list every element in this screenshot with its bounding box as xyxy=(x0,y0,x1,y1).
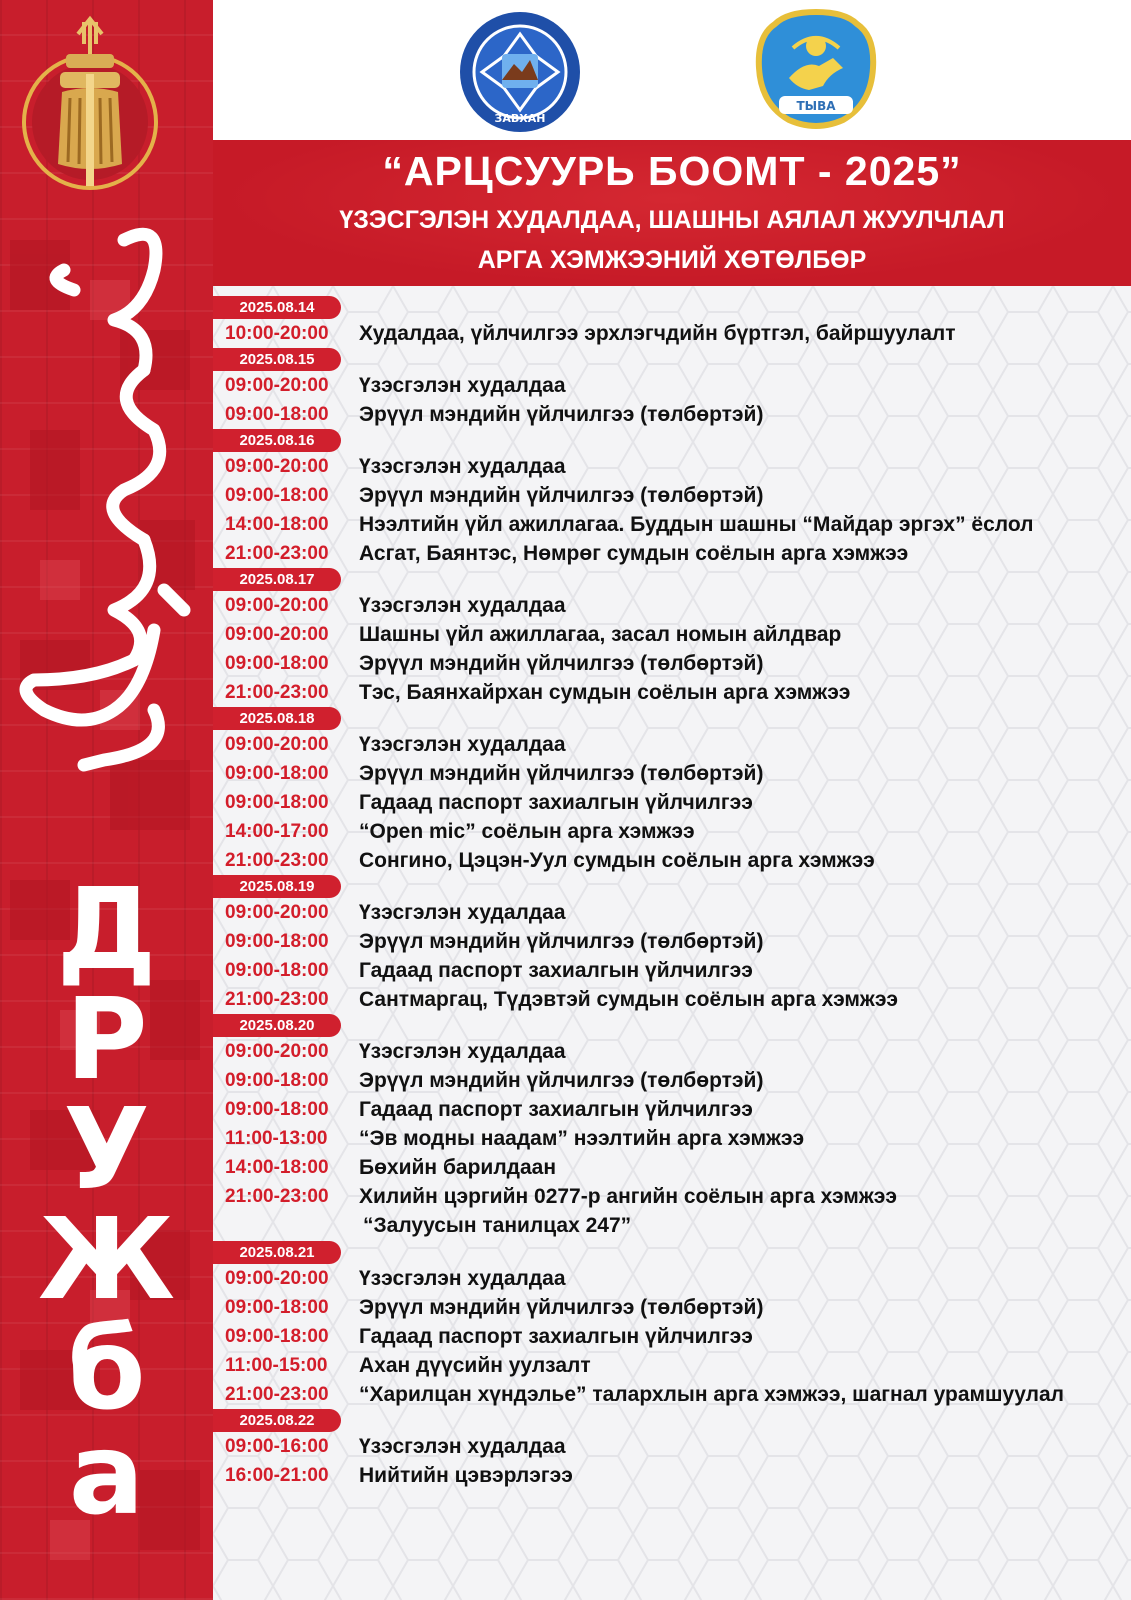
day-header xyxy=(213,707,1131,730)
event-row xyxy=(213,759,1131,788)
event-time: 09:00-20:00 xyxy=(225,1041,329,1062)
event-time: 09:00-18:00 xyxy=(225,931,329,952)
event-time: 09:00-18:00 xyxy=(225,1326,329,1347)
event-time: 09:00-20:00 xyxy=(225,624,329,645)
letter-u: У xyxy=(63,1085,150,1215)
event-description: Үзэсгэлэн худалдаа xyxy=(359,901,566,924)
event-row xyxy=(213,846,1131,875)
title-banner xyxy=(213,140,1131,286)
event-description: Эрүүл мэндийн үйлчилгээ (төлбөртэй) xyxy=(359,1296,764,1319)
event-row xyxy=(213,620,1131,649)
event-row xyxy=(213,1293,1131,1322)
event-time: 11:00-13:00 xyxy=(225,1128,328,1149)
main-content xyxy=(213,0,1131,1600)
date-badge: 2025.08.20 xyxy=(213,1014,341,1037)
day-block xyxy=(213,1014,1131,1241)
event-row xyxy=(213,817,1131,846)
schedule xyxy=(213,296,1131,1490)
event-row xyxy=(213,956,1131,985)
date-badge: 2025.08.14 xyxy=(213,296,341,319)
event-time: 16:00-21:00 xyxy=(225,1465,329,1486)
date-badge: 2025.08.16 xyxy=(213,429,341,452)
event-description: Худалдаа, үйлчилгээ эрхлэгчдийн бүртгэл, байршуулалт xyxy=(359,322,956,345)
event-description: “Харилцан хүндэлье” талархлын арга хэмжээ, шагнал урамшуулал xyxy=(359,1383,1064,1406)
event-description: “Эв модны наадам” нээлтийн арга хэмжээ xyxy=(359,1127,805,1150)
letter-d: Д xyxy=(56,865,157,995)
event-description: Эрүүл мэндийн үйлчилгээ (төлбөртэй) xyxy=(359,403,764,426)
date-badge: 2025.08.15 xyxy=(213,348,341,371)
event-row xyxy=(213,730,1131,759)
day-header xyxy=(213,568,1131,591)
letter-b: б xyxy=(67,1305,146,1435)
event-description: Гадаад паспорт захиалгын үйлчилгээ xyxy=(359,791,753,814)
event-description: Тэс, Баянхайрхан сумдын соёлын арга хэмжээ xyxy=(359,681,851,704)
event-row xyxy=(213,400,1131,429)
letter-zh: Ж xyxy=(37,1195,176,1325)
event-description: Гадаад паспорт захиалгын үйлчилгээ xyxy=(359,959,753,982)
event-row xyxy=(213,985,1131,1014)
event-time: 09:00-20:00 xyxy=(225,1268,329,1289)
event-time: 09:00-20:00 xyxy=(225,902,329,923)
event-time: 21:00-23:00 xyxy=(225,682,329,703)
event-description: Эрүүл мэндийн үйлчилгээ (төлбөртэй) xyxy=(359,930,764,953)
event-time: 10:00-20:00 xyxy=(225,323,329,344)
date-badge: 2025.08.19 xyxy=(213,875,341,898)
event-description: Үзэсгэлэн худалдаа xyxy=(359,455,566,478)
event-description: Сонгино, Цэцэн-Уул сумдын соёлын арга хэмжээ xyxy=(359,849,875,872)
event-description: Гадаад паспорт захиалгын үйлчилгээ xyxy=(359,1098,753,1121)
letter-a: а xyxy=(68,1410,145,1540)
event-time: 09:00-18:00 xyxy=(225,485,329,506)
event-row xyxy=(213,1380,1131,1409)
letter-r: Р xyxy=(65,975,148,1105)
day-block xyxy=(213,1409,1131,1490)
subtitle-line-2: АРГА ХЭМЖЭЭНИЙ ХӨТӨЛБӨР xyxy=(477,246,867,274)
day-header xyxy=(213,296,1131,319)
event-description: Сантмаргац, Түдэвтэй сумдын соёлын арга хэмжээ xyxy=(359,988,899,1011)
event-time: 09:00-20:00 xyxy=(225,375,329,396)
event-row xyxy=(213,927,1131,956)
logo-bar xyxy=(213,0,1131,140)
event-row xyxy=(213,539,1131,568)
day-header xyxy=(213,429,1131,452)
event-description: Үзэсгэлэн худалдаа xyxy=(359,733,566,756)
event-time: 09:00-16:00 xyxy=(225,1436,329,1457)
event-description: Нийтийн цэвэрлэгээ xyxy=(359,1464,573,1487)
event-description: Эрүүл мэндийн үйлчилгээ (төлбөртэй) xyxy=(359,1069,764,1092)
event-row xyxy=(213,649,1131,678)
event-row xyxy=(213,1264,1131,1293)
zavkhan-logo xyxy=(458,10,582,134)
day-header xyxy=(213,875,1131,898)
event-row xyxy=(213,1066,1131,1095)
event-description: Үзэсгэлэн худалдаа xyxy=(359,374,566,397)
event-description: Үзэсгэлэн худалдаа xyxy=(359,1435,566,1458)
day-block xyxy=(213,568,1131,707)
day-header xyxy=(213,1014,1131,1037)
event-time: 21:00-23:00 xyxy=(225,1384,329,1405)
event-row xyxy=(213,1095,1131,1124)
event-time: 09:00-18:00 xyxy=(225,1070,329,1091)
event-description: Үзэсгэлэн худалдаа xyxy=(359,1267,566,1290)
page-title: “АРЦСУУРЬ БООМТ - 2025” xyxy=(382,148,962,194)
event-time: 21:00-23:00 xyxy=(225,989,329,1010)
event-description: Ахан дүүсийн уулзалт xyxy=(359,1354,591,1377)
event-row xyxy=(213,1432,1131,1461)
event-row xyxy=(213,319,1131,348)
day-block xyxy=(213,296,1131,348)
event-time: 09:00-20:00 xyxy=(225,734,329,755)
event-row xyxy=(213,591,1131,620)
event-time: 09:00-20:00 xyxy=(225,456,329,477)
day-block xyxy=(213,429,1131,568)
mongolian-script-calligraphy xyxy=(4,210,204,780)
event-time: 09:00-18:00 xyxy=(225,653,329,674)
day-block xyxy=(213,1241,1131,1409)
event-time: 14:00-18:00 xyxy=(225,1157,329,1178)
event-time: 21:00-23:00 xyxy=(225,1186,329,1207)
day-header xyxy=(213,1409,1131,1432)
event-description: Асгат, Баянтэс, Нөмрөг сумдын соёлын арга хэмжээ xyxy=(359,542,909,565)
event-row xyxy=(213,678,1131,707)
date-badge: 2025.08.18 xyxy=(213,707,341,730)
event-time: 21:00-23:00 xyxy=(225,850,329,871)
event-row xyxy=(213,371,1131,400)
event-description: Үзэсгэлэн худалдаа xyxy=(359,1040,566,1063)
date-badge: 2025.08.17 xyxy=(213,568,341,591)
event-row xyxy=(213,1322,1131,1351)
event-row xyxy=(213,898,1131,927)
event-time: 09:00-18:00 xyxy=(225,1099,329,1120)
event-time: 14:00-17:00 xyxy=(225,821,329,842)
event-row xyxy=(213,1153,1131,1182)
event-row xyxy=(213,452,1131,481)
event-time: 21:00-23:00 xyxy=(225,543,329,564)
event-description: Эрүүл мэндийн үйлчилгээ (төлбөртэй) xyxy=(359,762,764,785)
day-block xyxy=(213,348,1131,429)
event-row xyxy=(213,481,1131,510)
event-description: Эрүүл мэндийн үйлчилгээ (төлбөртэй) xyxy=(359,484,764,507)
event-time: 09:00-18:00 xyxy=(225,792,329,813)
day-block xyxy=(213,707,1131,875)
soyombo-emblem xyxy=(18,14,168,194)
event-row xyxy=(213,1037,1131,1066)
event-description: Хилийн цэргийн 0277-р ангийн соёлын арга хэмжээ xyxy=(359,1185,897,1208)
day-header xyxy=(213,348,1131,371)
event-time: 09:00-18:00 xyxy=(225,960,329,981)
subtitle-line-1: ҮЗЭСГЭЛЭН ХУДАЛДАА, ШАШНЫ АЯЛАЛ ЖУУЛЧЛАЛ xyxy=(339,206,1005,234)
date-badge: 2025.08.21 xyxy=(213,1241,341,1264)
day-header xyxy=(213,1241,1131,1264)
event-time: 09:00-18:00 xyxy=(225,1297,329,1318)
left-sidebar-banner xyxy=(0,0,213,1600)
event-row xyxy=(213,788,1131,817)
event-time: 11:00-15:00 xyxy=(225,1355,328,1376)
event-description: Шашны үйл ажиллагаа, засал номын айлдвар xyxy=(359,623,842,646)
event-description: Эрүүл мэндийн үйлчилгээ (төлбөртэй) xyxy=(359,652,764,675)
event-description: Бөхийн барилдаан xyxy=(359,1156,557,1179)
event-time: 09:00-20:00 xyxy=(225,595,329,616)
event-row xyxy=(213,1124,1131,1153)
zavkhan-logo-text: ЗАВХАН xyxy=(494,112,546,125)
event-description: Үзэсгэлэн худалдаа xyxy=(359,594,566,617)
event-row xyxy=(213,510,1131,539)
event-description: “Залуусын танилцах 247” xyxy=(363,1214,632,1237)
day-block xyxy=(213,875,1131,1014)
event-row xyxy=(213,1351,1131,1380)
tyva-emblem-text: ТЫВА xyxy=(796,99,836,113)
event-row xyxy=(213,1182,1131,1211)
date-badge: 2025.08.22 xyxy=(213,1409,341,1432)
event-description: Нээлтийн үйл ажиллагаа. Буддын шашны “Майдар эргэх” ёслол xyxy=(359,513,1034,536)
event-row xyxy=(213,1461,1131,1490)
event-time: 09:00-18:00 xyxy=(225,763,329,784)
event-description: Гадаад паспорт захиалгын үйлчилгээ xyxy=(359,1325,753,1348)
tyva-emblem xyxy=(753,8,879,132)
event-description: “Open mic” соёлын арга хэмжээ xyxy=(359,820,695,843)
event-time: 14:00-18:00 xyxy=(225,514,329,535)
event-row xyxy=(213,1211,1131,1241)
event-time: 09:00-18:00 xyxy=(225,404,329,425)
